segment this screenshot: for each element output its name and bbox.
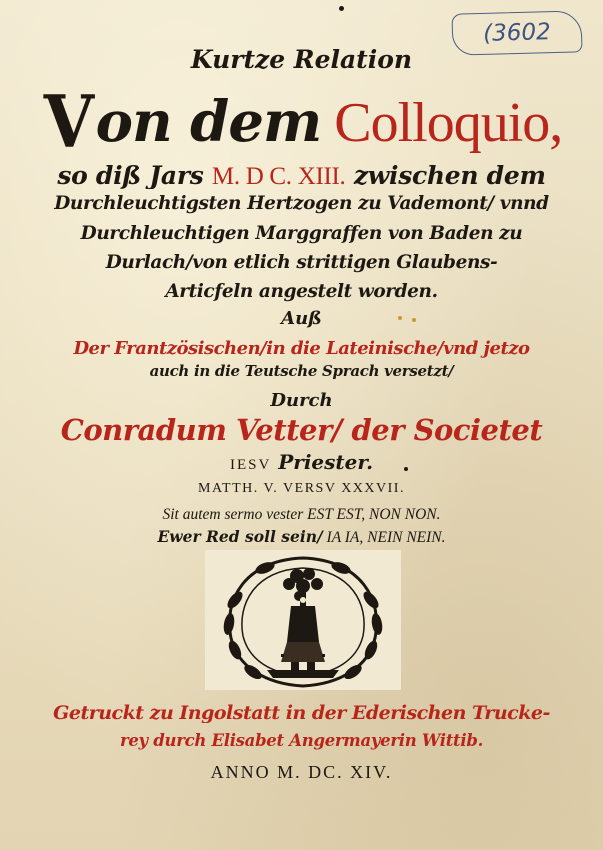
title-line-durch: Durch (270, 392, 333, 410)
title-line-kurtze-relation: Kurtze Relation (190, 47, 413, 72)
german-quotation-prefix: Ewer Red soll sein/ (157, 529, 323, 546)
title-line-hertzogen: Durchleuchtigsten Hertzogen zu Vademont/ vnnd (54, 195, 549, 214)
iesu-word: IESV (229, 457, 272, 473)
priester-word: Priester. (271, 452, 374, 473)
title-line-auss: Auß (281, 310, 322, 328)
year-roman-numeral: M. D C. XIII. (211, 163, 346, 189)
latin-quotation: Sit autem sermo vester EST EST, NON NON. (162, 507, 441, 523)
imprint-line-angermayerin: rey durch Elisabet Angermayerin Wittib. (119, 733, 484, 750)
handwritten-shelfmark: (3602 (451, 10, 582, 55)
title-line-teutsche-sprach: auch in die Teutsche Sprach versetzt/ (149, 364, 454, 379)
title-line-durlach: Durlach/von etlich strittigen Glaubens- (105, 254, 498, 273)
title-line-von-dem-colloquio (0, 86, 603, 158)
title-line-iesu-priester (0, 452, 603, 473)
title-line-frantzoesischen: Der Frantzösischen/in die Lateinische/vnd jetzo (73, 340, 530, 358)
ink-speck (339, 6, 344, 11)
year-line-prefix: so diß Jars (57, 163, 212, 189)
title-colloquio: Colloquio, (321, 92, 563, 154)
title-line-conradum-vetter: Conradum Vetter/ der Societet (60, 416, 543, 445)
printer-device-woodcut (205, 550, 401, 690)
title-line-marggraffen: Durchleuchtigen Marggraffen von Baden zu (80, 225, 523, 244)
title-von-dem: on dem (95, 89, 322, 155)
title-line-year (0, 163, 603, 189)
german-quotation-suffix: IA IA, NEIN NEIN. (322, 529, 446, 546)
scripture-reference: MATTH. V. VERSV XXXVII. (198, 482, 405, 496)
imprint-line-ingolstatt: Getruckt zu Ingolstatt in der Ederischen Trucke- (53, 704, 550, 723)
german-quotation (0, 529, 603, 546)
title-line-articfeln: Articfeln angestelt worden. (165, 283, 438, 302)
decorated-initial: V (43, 86, 93, 158)
imprint-year: ANNO M. DC. XIV. (210, 763, 393, 781)
year-line-suffix: zwischen dem (345, 163, 546, 189)
